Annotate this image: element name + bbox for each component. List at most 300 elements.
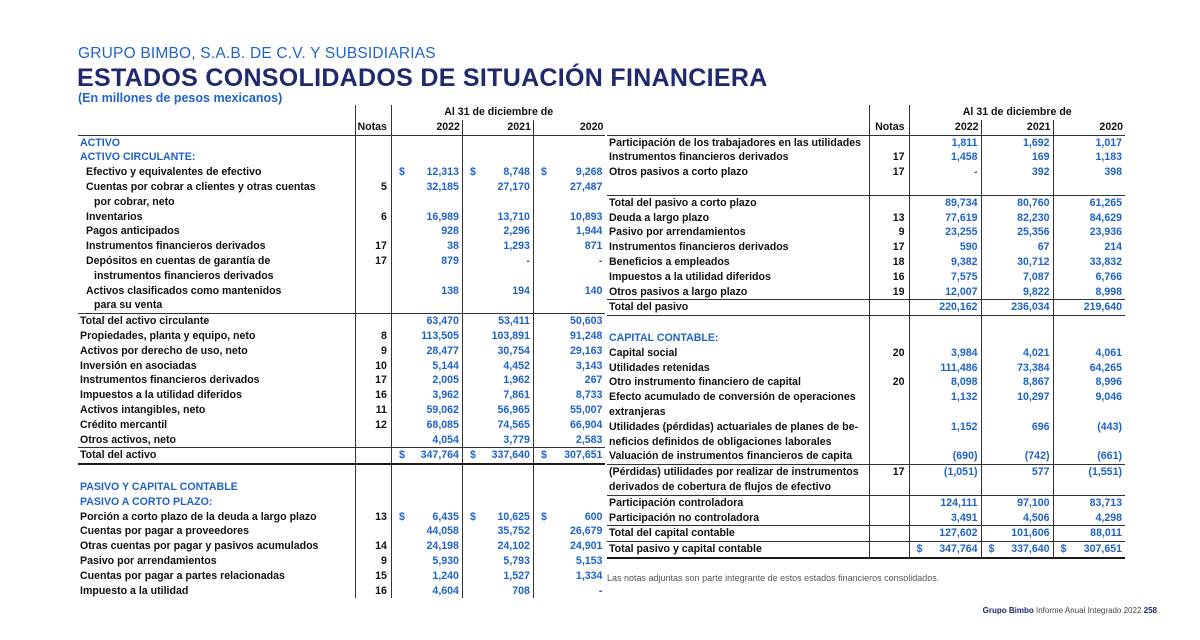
currency-symbol: $ [469, 449, 476, 462]
amount: 879 [441, 254, 459, 267]
row-label: Cuentas por cobrar a clientes y otras cuentas [86, 180, 316, 193]
amount: 1,132 [950, 391, 978, 404]
amount: 8,098 [950, 376, 978, 389]
amount: 4,506 [1022, 511, 1050, 524]
header-blank [607, 120, 869, 135]
statement-row [78, 418, 605, 433]
row-value [909, 300, 981, 316]
amount: 708 [512, 584, 530, 597]
row-label: Otras cuentas por pagar y pasivos acumulados [80, 540, 319, 553]
amount: 1,334 [575, 569, 603, 582]
row-label: para su venta [94, 299, 163, 312]
statement-row [78, 195, 605, 210]
amount: (742) [1024, 450, 1050, 463]
currency-symbol: $ [988, 543, 995, 556]
row-note: 16 [355, 584, 391, 599]
row-note [869, 331, 909, 346]
amount: 5,153 [575, 554, 603, 567]
row-note: 13 [355, 510, 391, 525]
currency-symbol: $ [469, 166, 476, 179]
row-label: Activos clasificados como mantenidos [86, 284, 282, 297]
row-value [533, 165, 605, 180]
row-label: Otros pasivos a corto plazo [609, 166, 748, 179]
row-value [1053, 390, 1125, 405]
amount: 4,452 [503, 359, 530, 372]
row-label: PASIVO Y CAPITAL CONTABLE [80, 480, 238, 493]
statement-row [607, 390, 1125, 405]
row-label: Cuentas por pagar a partes relacionadas [80, 569, 285, 582]
row-value [1053, 435, 1125, 450]
amount: 23,255 [945, 226, 978, 239]
statement-row [78, 433, 605, 448]
amount: 30,712 [1017, 255, 1050, 268]
currency-symbol: $ [540, 166, 547, 179]
row-label: Pasivo por arrendamientos [80, 554, 217, 567]
row-value [462, 269, 533, 284]
row-value [462, 298, 533, 313]
amount: 44,058 [426, 525, 459, 538]
statement-row [78, 539, 605, 554]
row-label: Participación no controladora [607, 511, 869, 526]
row-label: extranjeras [609, 405, 666, 418]
amount: 66,904 [570, 418, 603, 431]
amount: 67 [1037, 241, 1050, 254]
row-value [533, 180, 605, 195]
row-value [909, 346, 981, 361]
row-note [869, 180, 909, 195]
amount: 1,017 [1095, 136, 1122, 149]
row-note [355, 464, 391, 480]
row-label: Total del pasivo [607, 300, 869, 316]
amount: 4,061 [1095, 346, 1122, 359]
statement-row [607, 270, 1125, 285]
row-label: Capital social [609, 346, 678, 359]
row-value [909, 435, 981, 450]
amount: 59,062 [426, 403, 459, 416]
row-label: Total del activo circulante [78, 314, 355, 329]
row-note: 17 [869, 150, 909, 165]
row-label: Impuestos a la utilidad diferidos [609, 270, 771, 283]
row-value [909, 180, 981, 195]
row-label [607, 316, 869, 331]
row-value [533, 418, 605, 433]
currency-symbol: $ [398, 166, 405, 179]
statement-row [78, 524, 605, 539]
row-value [462, 418, 533, 433]
row-note [355, 314, 391, 329]
row-label: Total pasivo y capital contable [607, 542, 869, 558]
row-value [909, 526, 981, 542]
row-note [355, 135, 391, 150]
row-note [355, 195, 391, 210]
currency-symbol: $ [540, 510, 547, 523]
row-value [981, 542, 1053, 558]
amount: 27,170 [497, 180, 530, 193]
row-label: Pagos anticipados [86, 225, 180, 238]
row-value [981, 405, 1053, 420]
row-value [533, 329, 605, 344]
row-note: 6 [355, 210, 391, 225]
statement-row [607, 180, 1125, 195]
statement-row [78, 239, 605, 254]
amount: 7,861 [503, 389, 530, 402]
row-label: Otros pasivos a largo plazo [607, 285, 869, 300]
amount: 10,893 [570, 210, 603, 223]
statement-row [78, 403, 605, 418]
row-label: Instrumentos financieros derivados [609, 151, 789, 164]
row-value [1053, 270, 1125, 285]
row-note [355, 495, 391, 510]
row-note: 9 [355, 554, 391, 569]
row-value [391, 418, 462, 433]
row-value [981, 300, 1053, 316]
amount: 4,604 [432, 584, 459, 597]
amount: 169 [1031, 151, 1050, 164]
amount: 214 [1104, 241, 1122, 254]
amount: 30,754 [497, 344, 530, 357]
statement-row [607, 285, 1125, 300]
amount: 5,793 [503, 554, 530, 567]
row-value [981, 285, 1053, 300]
row-label: Cuentas por pagar a proveedores [80, 525, 249, 538]
statement-row [78, 584, 605, 599]
row-value [1053, 211, 1125, 226]
amount: 35,752 [497, 525, 530, 538]
row-value [909, 465, 981, 480]
row-label: Inversión en asociadas [80, 359, 197, 372]
row-value [533, 495, 605, 510]
row-label [607, 180, 869, 195]
row-value [1053, 255, 1125, 270]
amount: 23,936 [1089, 226, 1122, 239]
amount: 8,996 [1095, 376, 1122, 389]
row-label: Otros activos, neto [80, 433, 176, 446]
row-value [391, 433, 462, 448]
row-value [909, 331, 981, 346]
row-value [462, 569, 533, 584]
row-value [1053, 511, 1125, 526]
row-label: Total del pasivo a corto plazo [607, 195, 869, 210]
row-value [533, 569, 605, 584]
statement-row [607, 480, 1125, 495]
statement-row [78, 165, 605, 180]
row-value [1053, 225, 1125, 240]
row-value [533, 284, 605, 299]
row-label: Activos por derecho de uso, neto [80, 344, 248, 357]
amount: 27,487 [570, 180, 603, 193]
amount: 1,240 [432, 569, 459, 582]
statement-row [78, 464, 605, 480]
row-label: Otro instrumento financiero de capital [609, 376, 801, 389]
row-label: Impuestos a la utilidad diferidos [80, 389, 242, 402]
row-value [909, 511, 981, 526]
footer-report: Informe Anual Integrado 2022 [1035, 606, 1142, 615]
row-value [462, 239, 533, 254]
statement-row [607, 150, 1125, 165]
row-note: 16 [355, 388, 391, 403]
amount: 29,163 [570, 344, 603, 357]
amount: 871 [584, 240, 603, 253]
year-header: 2022 [391, 120, 462, 135]
row-value [533, 314, 605, 329]
amount: 3,962 [432, 389, 459, 402]
row-note [355, 524, 391, 539]
row-label: Instrumentos financieros derivados [609, 241, 789, 254]
row-value [533, 403, 605, 418]
row-note: 9 [355, 344, 391, 359]
statement-row [607, 465, 1125, 480]
row-note: 9 [869, 225, 909, 240]
row-value [391, 554, 462, 569]
row-value [462, 510, 533, 525]
currency-symbol: $ [1060, 543, 1067, 556]
amount: 13,710 [497, 210, 530, 223]
statement-row [607, 542, 1125, 558]
row-value [981, 526, 1053, 542]
row-value [533, 254, 605, 269]
currency-symbol: $ [916, 543, 923, 556]
statement-row [607, 420, 1125, 435]
currency-symbol: $ [540, 449, 547, 462]
row-note: 11 [355, 403, 391, 418]
row-note: 13 [869, 211, 909, 226]
statement-row [607, 435, 1125, 450]
amount: 101,606 [1011, 527, 1050, 540]
statement-row [78, 135, 605, 150]
statement-row [78, 554, 605, 569]
row-value [1053, 465, 1125, 480]
amount: 33,832 [1089, 255, 1122, 268]
row-value [981, 465, 1053, 480]
row-note: 17 [869, 465, 909, 480]
row-value [462, 165, 533, 180]
row-label: Total del activo [78, 448, 355, 464]
row-value [462, 344, 533, 359]
statement-row [78, 180, 605, 195]
amount: - [973, 166, 978, 179]
amount: 89,734 [945, 196, 978, 209]
row-value [391, 150, 462, 165]
row-label: instrumentos financieros derivados [94, 269, 274, 282]
row-value [1053, 135, 1125, 150]
amount: - [598, 254, 603, 267]
row-value [909, 390, 981, 405]
amount: 61,265 [1089, 196, 1122, 209]
row-note [869, 435, 909, 450]
row-value [909, 495, 981, 510]
row-value [981, 150, 1053, 165]
row-value [533, 359, 605, 374]
row-note [869, 405, 909, 420]
statement-row [607, 526, 1125, 542]
row-value [981, 420, 1053, 435]
row-value [462, 539, 533, 554]
amount: 5,144 [432, 359, 459, 372]
row-value [1053, 240, 1125, 255]
amount: 337,640 [491, 449, 530, 462]
amount: 73,384 [1017, 361, 1050, 374]
row-value [533, 210, 605, 225]
row-value [981, 375, 1053, 390]
row-value [462, 495, 533, 510]
row-label: Participación de los trabajadores en las utilidades [609, 136, 861, 149]
row-value [462, 210, 533, 225]
amount: 10,625 [497, 510, 530, 523]
row-label: Participación controladora [609, 496, 744, 509]
statement-row [607, 495, 1125, 510]
row-value [533, 239, 605, 254]
row-value [909, 542, 981, 558]
row-value [981, 449, 1053, 464]
statement-row [78, 210, 605, 225]
row-value [391, 180, 462, 195]
statement-row [78, 344, 605, 359]
row-value [391, 135, 462, 150]
row-label: Utilidades retenidas [609, 361, 710, 374]
amount: (443) [1097, 420, 1122, 433]
row-value [533, 195, 605, 210]
page-footer [983, 606, 1157, 615]
row-value [391, 464, 462, 480]
row-value [1053, 331, 1125, 346]
row-value [391, 539, 462, 554]
row-value [391, 254, 462, 269]
amount: 1,183 [1095, 151, 1122, 164]
period-header: Al 31 de diciembre de [909, 105, 1125, 120]
amount: 7,087 [1022, 270, 1050, 283]
amount: 236,034 [1011, 301, 1050, 314]
row-value [533, 135, 605, 150]
row-value [391, 284, 462, 299]
amount: 77,619 [945, 211, 978, 224]
amount: 347,764 [939, 543, 978, 556]
amount: 9,046 [1095, 391, 1122, 404]
amount: 2,005 [432, 374, 459, 387]
row-note [869, 526, 909, 542]
amount: 111,486 [940, 361, 978, 374]
amount: 103,891 [491, 329, 530, 342]
amount: 2,296 [503, 225, 530, 238]
year-header: 2021 [462, 120, 533, 135]
row-note: 17 [355, 373, 391, 388]
row-value [981, 195, 1053, 210]
row-value [981, 225, 1053, 240]
amount: 1,152 [950, 420, 978, 433]
statement-row [78, 359, 605, 374]
row-value [462, 284, 533, 299]
row-value [909, 480, 981, 495]
row-label: Propiedades, planta y equipo, neto [80, 329, 256, 342]
row-value [391, 239, 462, 254]
amount: 8,733 [575, 389, 603, 402]
row-value [533, 480, 605, 495]
amount: 64,265 [1089, 361, 1122, 374]
row-note: 15 [355, 569, 391, 584]
row-value [533, 433, 605, 448]
row-label: Instrumentos financieros derivados [86, 240, 266, 253]
amount: 219,640 [1083, 301, 1122, 314]
amount: 63,470 [426, 315, 459, 328]
amount: 337,640 [1011, 543, 1050, 556]
amount: 12,313 [426, 166, 459, 179]
amount: 1,944 [575, 225, 603, 238]
statement-row [607, 135, 1125, 150]
amount: (661) [1097, 450, 1122, 463]
row-value [533, 224, 605, 239]
row-value [391, 314, 462, 329]
row-note [869, 361, 909, 376]
row-value [909, 361, 981, 376]
amount: 97,100 [1017, 496, 1050, 509]
statement-row [78, 298, 605, 313]
statement-row [78, 269, 605, 284]
statement-row [78, 254, 605, 269]
amount: 38 [447, 240, 459, 253]
row-value [981, 511, 1053, 526]
amount: 24,198 [426, 540, 459, 553]
amount: 127,602 [939, 527, 978, 540]
amount: 28,477 [426, 344, 459, 357]
amount: 26,679 [570, 525, 603, 538]
row-note [355, 165, 391, 180]
row-value [1053, 180, 1125, 195]
row-value [533, 464, 605, 480]
amount: 32,185 [426, 180, 459, 193]
notes-header: Notas [355, 120, 391, 135]
amount: 392 [1031, 166, 1050, 179]
row-note [869, 480, 909, 495]
row-label: Utilidades (pérdidas) actuariales de planes de be- [609, 420, 859, 433]
row-label: derivados de cobertura de flujos de efectivo [607, 480, 869, 495]
row-value [462, 388, 533, 403]
amount: 5,930 [432, 554, 459, 567]
row-value [391, 344, 462, 359]
row-value [533, 584, 605, 599]
row-label: CAPITAL CONTABLE: [609, 331, 719, 344]
row-value [462, 135, 533, 150]
amount: 83,713 [1089, 496, 1122, 509]
amount: 4,054 [432, 433, 459, 446]
row-label: Efecto acumulado de conversión de operaciones [609, 391, 856, 404]
row-label: neficios definidos de obligaciones laborales [609, 435, 832, 448]
amount: 1,962 [503, 374, 530, 387]
row-value [1053, 420, 1125, 435]
row-note: 19 [869, 285, 909, 300]
statement-row [607, 300, 1125, 316]
row-note: 12 [355, 418, 391, 433]
row-value [391, 359, 462, 374]
row-label: Total del capital contable [607, 526, 869, 542]
row-note: 5 [355, 180, 391, 195]
row-value [462, 359, 533, 374]
row-note: 18 [869, 255, 909, 270]
row-note [869, 135, 909, 150]
row-value [981, 240, 1053, 255]
amount: 696 [1031, 420, 1050, 433]
statement-row [607, 225, 1125, 240]
statement-row [607, 449, 1125, 464]
row-note [869, 390, 909, 405]
amount: 9,268 [575, 166, 603, 179]
amount: 140 [584, 284, 603, 297]
row-value [533, 344, 605, 359]
row-value [909, 449, 981, 464]
statement-row [607, 211, 1125, 226]
row-note [869, 195, 909, 210]
amount: 4,021 [1022, 346, 1050, 359]
row-note: 14 [355, 539, 391, 554]
statement-row [607, 375, 1125, 390]
